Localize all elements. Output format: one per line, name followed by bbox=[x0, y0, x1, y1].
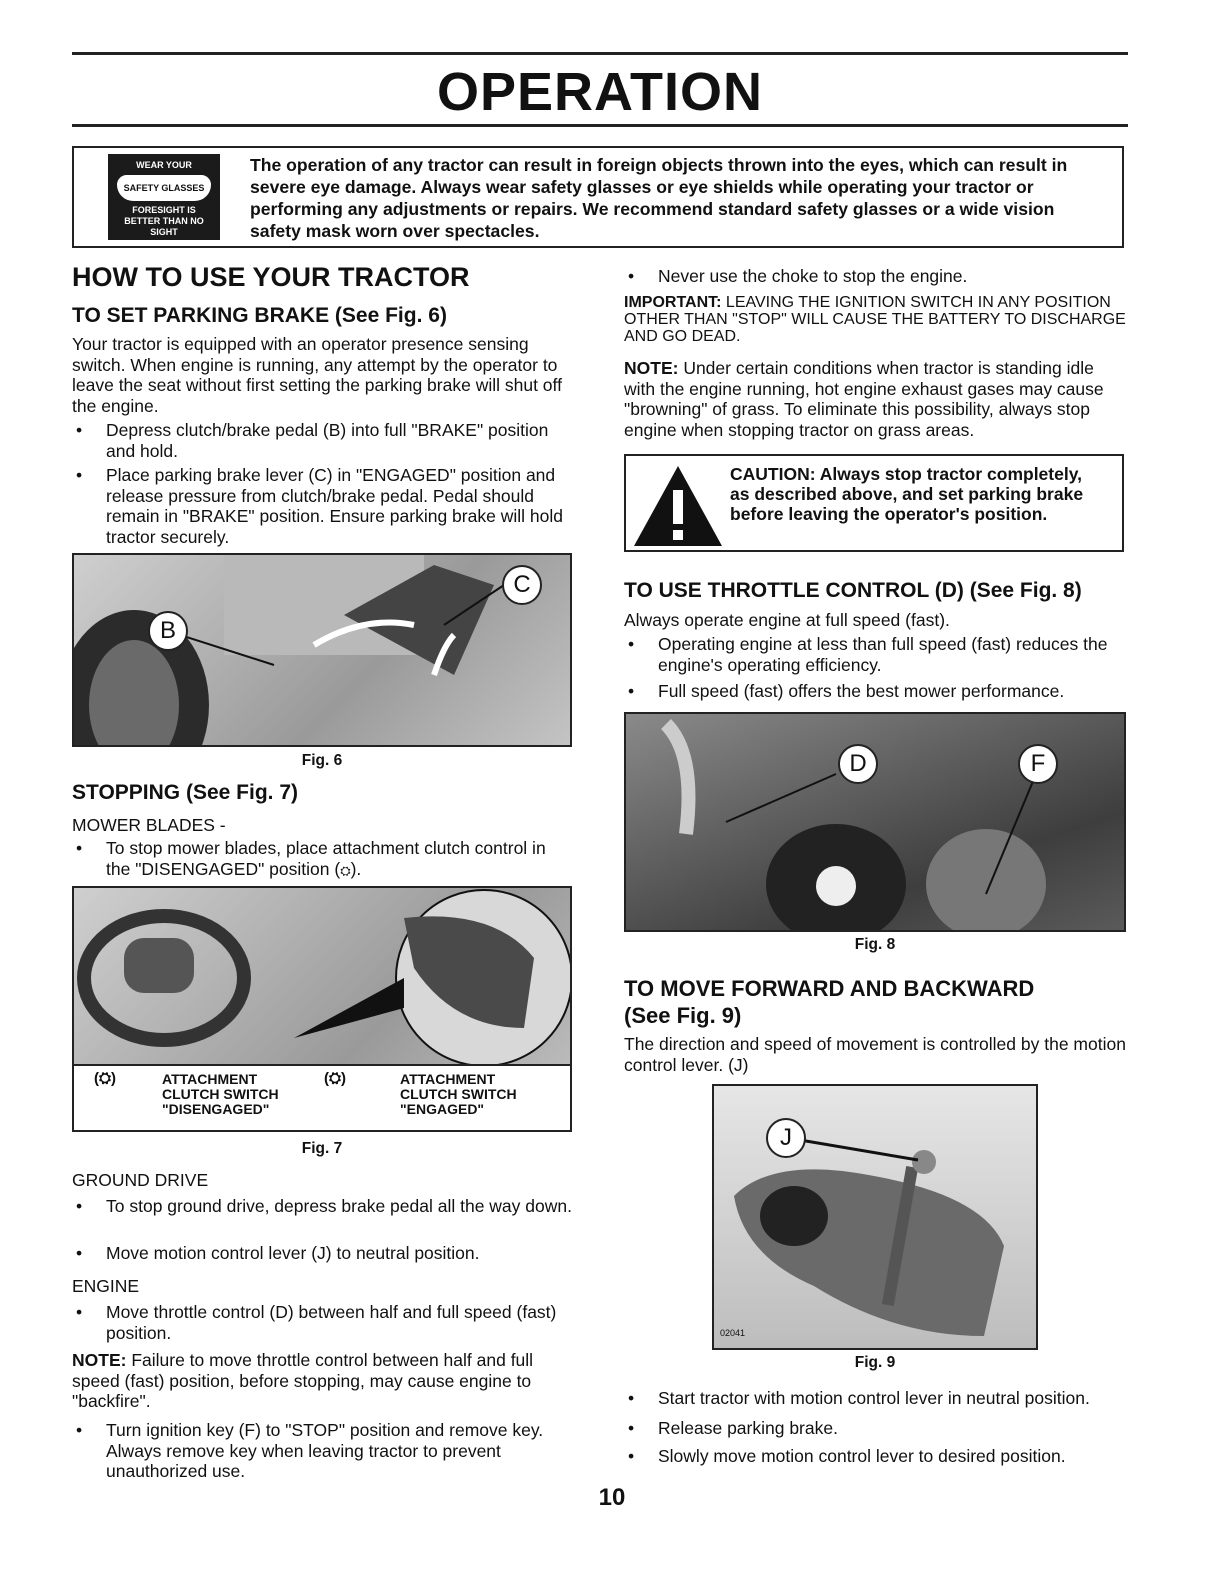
forward-backward-subheading: (See Fig. 9) bbox=[624, 1003, 742, 1028]
page-title: OPERATION bbox=[436, 62, 763, 122]
clutch-engaged-line-2: CLUTCH SWITCH bbox=[400, 1086, 517, 1102]
mower-blades-step-1 bbox=[72, 838, 572, 881]
top-rule bbox=[72, 52, 1128, 55]
fig7-drawing bbox=[74, 888, 570, 1068]
fig9-drawing bbox=[714, 1086, 1036, 1348]
stopping-heading: STOPPING (See Fig. 7) bbox=[72, 781, 298, 804]
parking-brake-heading: TO SET PARKING BRAKE (See Fig. 6) bbox=[72, 304, 447, 327]
engine-note-text: Failure to move throttle control between half and full speed (fast) position, before stopping, may cause engine to "backfire". bbox=[72, 1350, 534, 1411]
parking-brake-step-2: • Place parking brake lever (C) in "ENGAGED" position and release pressure from clutch/brake pedal. Pedal should remain in "BRAKE" position. Ensure parking brake will hold tractor securely. bbox=[72, 465, 572, 547]
caution-text: CAUTION: Always stop tractor completely, as described above, and set parking brake before leaving the operator's position. bbox=[730, 464, 1084, 524]
browning-note-text: Under certain conditions when tractor is standing idle with the engine running, hot engine exhaust gases may cause "browning" of grass. To eliminate this possibility, always stop engine when stopping tractor on grass areas. bbox=[624, 358, 1104, 440]
clutch-engaged-icon: (⛭) bbox=[324, 1070, 346, 1087]
mower-blades-step-end: ). bbox=[350, 858, 362, 879]
safety-warning-text: The operation of any tractor can result in foreign objects thrown into the eyes, which can result in severe eye damage. Always wear safety glasses or eye shields while operating your tractor or performing any adjustments or repairs. We recommend standard safety glasses or a wide vision safety mask worn over spectacles. bbox=[250, 155, 1068, 241]
throttle-step-1: • Operating engine at less than full speed (fast) reduces the engine's operating efficiency. bbox=[624, 634, 1128, 675]
safety-glasses-badge bbox=[108, 154, 220, 240]
clutch-disengaged-label bbox=[162, 1072, 279, 1117]
ground-drive-step-2: • Move motion control lever (J) to neutral position. bbox=[72, 1243, 572, 1264]
clutch-disengaged-icon: ⛭ bbox=[340, 862, 351, 878]
callout-j: J bbox=[766, 1118, 806, 1158]
fig6-caption: Fig. 6 bbox=[301, 752, 343, 769]
important-label: IMPORTANT: bbox=[624, 294, 722, 311]
fig9-illustration bbox=[712, 1084, 1038, 1350]
fig8-caption: Fig. 8 bbox=[854, 936, 896, 953]
clutch-disengaged-line-1: ATTACHMENT bbox=[162, 1071, 258, 1087]
engine-step-2: • Turn ignition key (F) to "STOP" position and remove key. Always remove key when leaving tractor to prevent unauthorized use. bbox=[72, 1420, 572, 1482]
motion-step-2: • Release parking brake. bbox=[624, 1418, 1128, 1439]
fig9-code: 02041 bbox=[720, 1328, 746, 1338]
caution-box bbox=[624, 454, 1124, 552]
engine-note bbox=[72, 1350, 572, 1412]
important-text: LEAVING THE IGNITION SWITCH IN ANY POSITION OTHER THAN "STOP" WILL CAUSE THE BATTERY TO DISCHARGE AND GO DEAD. bbox=[624, 294, 1126, 345]
motion-step-1: • Start tractor with motion control lever in neutral position. bbox=[624, 1388, 1128, 1409]
fig7-caption: Fig. 7 bbox=[301, 1140, 343, 1157]
engine-label: ENGINE bbox=[72, 1276, 140, 1296]
mower-blades-step-text: To stop mower blades, place attachment clutch control in the "DISENGAGED" position ( bbox=[106, 838, 546, 879]
throttle-heading: TO USE THROTTLE CONTROL (D) (See Fig. 8) bbox=[624, 579, 1082, 602]
clutch-engaged-line-3: "ENGAGED" bbox=[400, 1101, 485, 1117]
clutch-disengaged-line-2: CLUTCH SWITCH bbox=[162, 1086, 279, 1102]
ground-drive-step-1: • To stop ground drive, depress brake pedal all the way down. bbox=[72, 1196, 572, 1217]
ground-drive-label: GROUND DRIVE bbox=[72, 1170, 209, 1190]
fig6-illustration bbox=[72, 553, 572, 747]
safety-glasses-icon: SAFETY GLASSES bbox=[117, 175, 211, 201]
parking-brake-intro: Your tractor is equipped with an operator presence sensing switch. When engine is running, any attempt by the operator to leave the seat without first setting the parking brake will shut off the engine. bbox=[72, 334, 562, 416]
callout-c: C bbox=[502, 565, 542, 605]
browning-note bbox=[624, 358, 1126, 440]
throttle-intro: Always operate engine at full speed (fast). bbox=[624, 610, 950, 630]
choke-warning: • Never use the choke to stop the engine. bbox=[624, 266, 1128, 287]
motion-step-3: • Slowly move motion control lever to desired position. bbox=[624, 1446, 1128, 1467]
section-heading: HOW TO USE YOUR TRACTOR bbox=[72, 262, 470, 292]
browning-note-label: NOTE: bbox=[624, 358, 679, 378]
clutch-disengaged-line-3: "DISENGAGED" bbox=[162, 1101, 270, 1117]
safety-warning-box bbox=[72, 146, 1124, 248]
fig7-label-band bbox=[74, 1064, 570, 1132]
clutch-disengaged-icon-2: (⛭) bbox=[94, 1070, 116, 1087]
clutch-engaged-line-1: ATTACHMENT bbox=[400, 1071, 496, 1087]
fig8-drawing bbox=[626, 714, 1124, 930]
mower-blades-label: MOWER BLADES - bbox=[72, 815, 226, 835]
fig8-illustration bbox=[624, 712, 1126, 932]
page-number: 10 bbox=[598, 1484, 626, 1511]
forward-backward-intro: The direction and speed of movement is controlled by the motion control lever. (J) bbox=[624, 1034, 1126, 1075]
throttle-step-2: • Full speed (fast) offers the best mower performance. bbox=[624, 681, 1128, 702]
fig7-illustration bbox=[72, 886, 572, 1132]
badge-top-text: WEAR YOUR bbox=[136, 160, 192, 170]
fig9-caption: Fig. 9 bbox=[854, 1354, 896, 1371]
engine-step-1: • Move throttle control (D) between half and full speed (fast) position. bbox=[72, 1302, 572, 1343]
callout-d: D bbox=[838, 744, 878, 784]
clutch-engaged-label bbox=[400, 1072, 517, 1117]
callout-f: F bbox=[1018, 744, 1058, 784]
parking-brake-step-1: • Depress clutch/brake pedal (B) into full "BRAKE" position and hold. bbox=[72, 420, 572, 461]
title-rule bbox=[72, 124, 1128, 127]
forward-backward-heading: TO MOVE FORWARD AND BACKWARD bbox=[624, 976, 1035, 1001]
important-notice bbox=[624, 294, 1126, 345]
callout-b: B bbox=[148, 611, 188, 651]
fig6-drawing bbox=[74, 555, 570, 745]
caution-triangle-icon bbox=[630, 460, 726, 550]
engine-note-label: NOTE: bbox=[72, 1350, 127, 1370]
badge-bottom-text: FORESIGHT IS BETTER THAN NO SIGHT bbox=[124, 205, 204, 237]
